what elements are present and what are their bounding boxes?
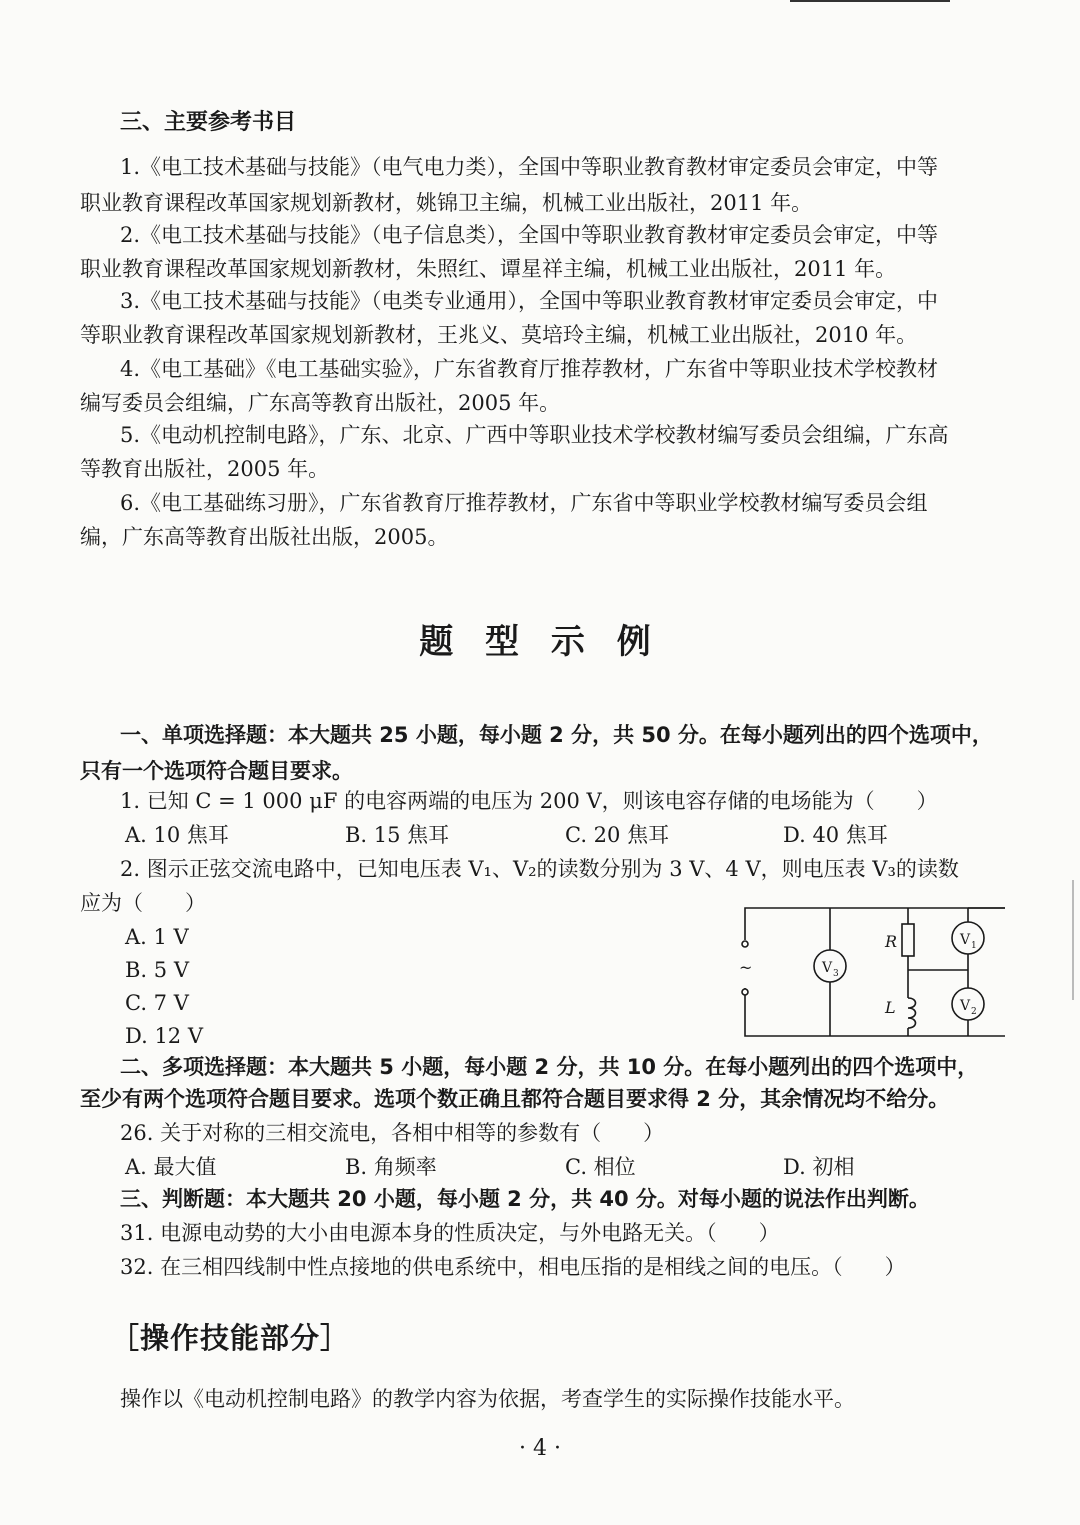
v2-subscript: 2 [971,1007,977,1017]
section2-heading: 二、多项选择题：本大题共 5 小题，每小题 2 分，共 10 分。在每小题列出的四个选项中， [120,1055,979,1079]
section2-heading-cont: 至少有两个选项符合题目要求。选项个数正确且都符合题目要求得 2 分，其余情况均不给分。 [80,1087,950,1111]
q1-option-b: B. 15 焦耳 [345,823,450,847]
ref-line: 编写委员会组编，广东高等教育出版社，2005 年。 [80,391,561,415]
ref-line: 2.《电工技术基础与技能》（电子信息类），全国中等职业教育教材审定委员会审定，中等 [120,223,939,247]
ref-line: 1.《电工技术基础与技能》（电气电力类），全国中等职业教育教材审定委员会审定，中等 [120,155,939,179]
skills-text: 操作以《电动机控制电路》的教学内容为依据，考查学生的实际操作技能水平。 [120,1387,855,1411]
top-rule [790,0,950,2]
q1-option-c: C. 20 焦耳 [565,823,670,847]
question-2-stem-cont: 应为（ ） [80,891,206,915]
ref-line: 3.《电工技术基础与技能》（电类专业通用），全国中等职业教育教材审定委员会审定，中 [120,289,939,313]
q1-option-d: D. 40 焦耳 [783,823,888,847]
ref-line: 等教育出版社，2005 年。 [80,457,330,481]
ref-line: 职业教育课程改革国家规划新教材，姚锦卫主编，机械工业出版社，2011 年。 [80,191,813,215]
section1-heading: 一、单项选择题：本大题共 25 小题，每小题 2 分，共 50 分。在每小题列出的四个选项中， [120,723,993,747]
ref-line: 6.《电工基础练习册》，广东省教育厅推荐教材，广东省中等职业学校教材编写委员会组 [120,491,928,515]
v1-label: V [960,932,971,948]
v1-subscript: 1 [971,941,977,951]
ref-line: 编，广东高等教育出版社出版，2005。 [80,525,449,549]
v3-subscript: 3 [833,969,839,979]
question-32: 32. 在三相四线制中性点接地的供电系统中，相电压指的是相线之间的电压。（ ） [120,1255,906,1279]
q2-option-b: B. 5 V [125,958,189,982]
section3-heading: 三、判断题：本大题共 20 小题，每小题 2 分，共 40 分。对每小题的说法作出判断。 [120,1187,930,1211]
q2-option-c: C. 7 V [125,991,189,1015]
page-title: 题 型 示 例 [419,622,661,662]
ref-line: 等职业教育课程改革国家规划新教材，王兆义、莫培玲主编，机械工业出版社，2010 年。 [80,323,918,347]
question-31: 31. 电源电动势的大小由电源本身的性质决定，与外电路无关。（ ） [120,1221,780,1245]
resistor-icon [902,924,914,956]
q1-option-a: A. 10 焦耳 [125,823,229,847]
refs-heading: 三、主要参考书目 [120,110,297,135]
question-26-stem: 26. 关于对称的三相交流电，各相中相等的参数有（ ） [120,1121,665,1145]
ref-line: 4.《电工基础》《电工基础实验》，广东省教育厅推荐教材，广东省中等职业技术学校教材 [120,357,939,381]
circuit-diagram [730,900,1010,1045]
q26-option-c: C. 相位 [565,1155,636,1179]
v3-label: V [822,960,833,976]
scan-edge-mark [1072,880,1074,1000]
ac-source-symbol: ~ [739,958,753,977]
section1-heading-cont: 只有一个选项符合题目要求。 [80,759,353,783]
question-1-stem: 1. 已知 C = 1 000 μF 的电容两端的电压为 200 V，则该电容存储的电场能为（ ） [120,789,938,813]
page-number: · 4 · [519,1436,561,1461]
v2-label: V [960,998,971,1014]
q26-option-b: B. 角频率 [345,1155,437,1179]
q2-option-a: A. 1 V [125,925,189,949]
q2-option-d: D. 12 V [125,1024,204,1048]
ref-line: 5.《电动机控制电路》，广东、北京、广西中等职业技术学校教材编写委员会组编，广东高 [120,423,949,447]
skills-heading: ［操作技能部分］ [110,1321,351,1355]
q26-option-d: D. 初相 [783,1155,855,1179]
question-2-stem: 2. 图示正弦交流电路中，已知电压表 V₁、V₂的读数分别为 3 V、4 V，则电压表 V₃的读数 [120,857,959,881]
terminal-top [742,941,748,947]
ref-line: 职业教育课程改革国家规划新教材，朱照红、谭星祥主编，机械工业出版社，2011 年。 [80,257,897,281]
inductor-label: L [885,998,896,1017]
terminal-bottom [742,989,748,995]
resistor-label: R [885,932,898,951]
q26-option-a: A. 最大值 [125,1155,217,1179]
inductor-icon [908,998,916,1028]
